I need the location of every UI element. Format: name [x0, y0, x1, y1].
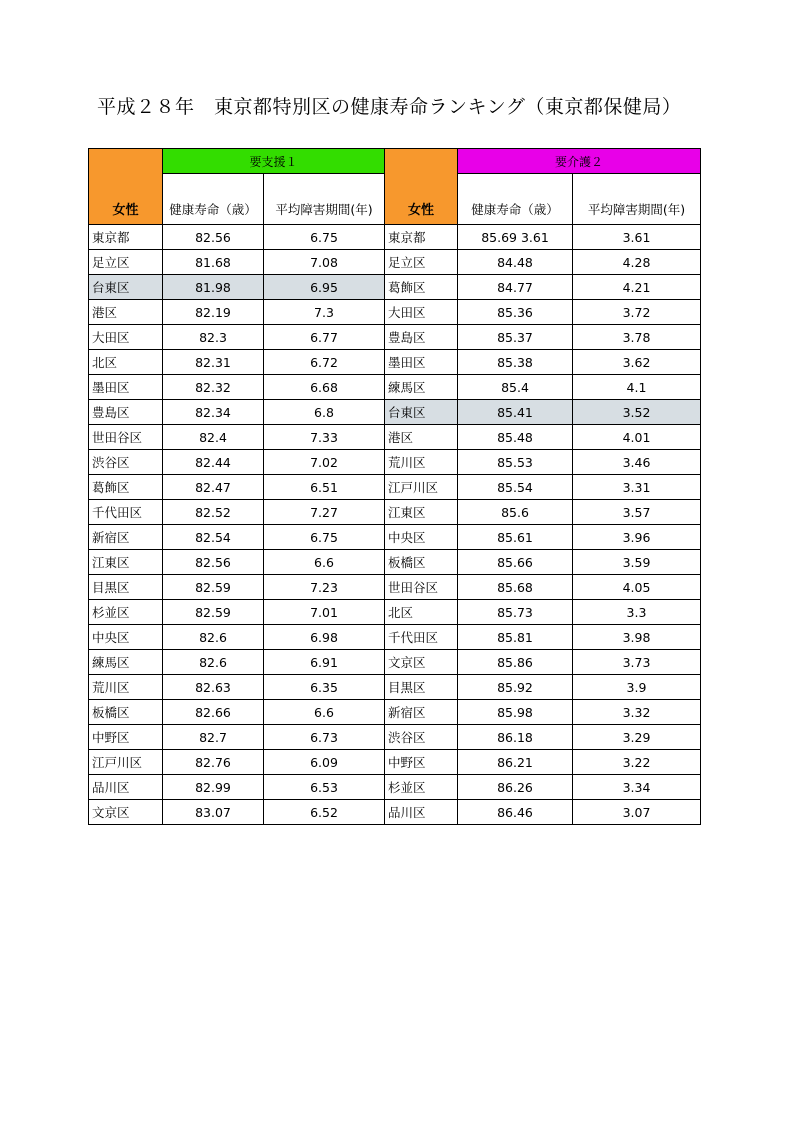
left-area-cell: 荒川区 — [89, 675, 163, 700]
left-area-cell: 新宿区 — [89, 525, 163, 550]
table-row — [89, 650, 701, 675]
right-area-cell: 大田区 — [385, 300, 458, 325]
right-period-cell: 3.07 — [573, 800, 701, 825]
left-life-cell: 83.07 — [163, 800, 264, 825]
right-area-cell: 江東区 — [385, 500, 458, 525]
right-area-cell: 千代田区 — [385, 625, 458, 650]
right-life-cell: 84.48 — [458, 250, 573, 275]
left-area-cell: 大田区 — [89, 325, 163, 350]
right-area-cell: 新宿区 — [385, 700, 458, 725]
table-row — [89, 275, 701, 300]
left-life-cell: 82.6 — [163, 625, 264, 650]
left-area-cell: 文京区 — [89, 800, 163, 825]
left-life-cell: 82.54 — [163, 525, 264, 550]
table-row — [89, 350, 701, 375]
left-area-cell: 北区 — [89, 350, 163, 375]
right-group-header: 要介護２ — [458, 149, 701, 174]
table-row — [89, 725, 701, 750]
right-period-cell: 3.72 — [573, 300, 701, 325]
table-row — [89, 600, 701, 625]
right-area-cell: 北区 — [385, 600, 458, 625]
table-row — [89, 450, 701, 475]
table-row — [89, 525, 701, 550]
left-period-cell: 7.23 — [264, 575, 385, 600]
table-row — [89, 550, 701, 575]
left-period-header: 平均障害期間(年) — [264, 174, 385, 225]
right-period-cell: 3.29 — [573, 725, 701, 750]
left-life-cell: 82.6 — [163, 650, 264, 675]
right-life-cell: 86.18 — [458, 725, 573, 750]
right-period-cell: 3.34 — [573, 775, 701, 800]
left-life-cell: 82.44 — [163, 450, 264, 475]
left-life-cell: 82.47 — [163, 475, 264, 500]
right-period-cell: 3.78 — [573, 325, 701, 350]
right-life-cell: 85.69 3.61 — [458, 225, 573, 250]
right-period-cell: 3.62 — [573, 350, 701, 375]
right-period-cell: 3.3 — [573, 600, 701, 625]
left-life-cell: 82.19 — [163, 300, 264, 325]
table-row — [89, 300, 701, 325]
table-row — [89, 325, 701, 350]
left-area-cell: 中野区 — [89, 725, 163, 750]
left-life-header: 健康寿命（歳） — [163, 174, 264, 225]
left-gender-header: 女性 — [89, 149, 163, 225]
table-row — [89, 700, 701, 725]
left-period-cell: 6.68 — [264, 375, 385, 400]
left-area-cell: 千代田区 — [89, 500, 163, 525]
right-life-cell: 85.41 — [458, 400, 573, 425]
right-life-cell: 85.6 — [458, 500, 573, 525]
right-period-cell: 3.31 — [573, 475, 701, 500]
right-period-cell: 4.01 — [573, 425, 701, 450]
right-period-header: 平均障害期間(年) — [573, 174, 701, 225]
left-period-cell: 7.3 — [264, 300, 385, 325]
left-area-cell: 杉並区 — [89, 600, 163, 625]
left-life-cell: 82.32 — [163, 375, 264, 400]
left-period-cell: 7.08 — [264, 250, 385, 275]
right-life-cell: 85.37 — [458, 325, 573, 350]
left-area-cell: 練馬区 — [89, 650, 163, 675]
table-row — [89, 675, 701, 700]
left-area-cell: 東京都 — [89, 225, 163, 250]
right-period-cell: 4.21 — [573, 275, 701, 300]
left-period-cell: 7.02 — [264, 450, 385, 475]
right-life-cell: 85.48 — [458, 425, 573, 450]
left-period-cell: 6.75 — [264, 525, 385, 550]
left-period-cell: 6.75 — [264, 225, 385, 250]
left-period-cell: 6.52 — [264, 800, 385, 825]
right-life-cell: 85.81 — [458, 625, 573, 650]
right-period-cell: 3.61 — [573, 225, 701, 250]
right-area-cell: 江戸川区 — [385, 475, 458, 500]
left-area-cell: 墨田区 — [89, 375, 163, 400]
left-life-cell: 81.68 — [163, 250, 264, 275]
right-area-cell: 港区 — [385, 425, 458, 450]
right-gender-header: 女性 — [385, 149, 458, 225]
right-area-cell: 文京区 — [385, 650, 458, 675]
right-period-cell: 3.73 — [573, 650, 701, 675]
left-life-cell: 82.3 — [163, 325, 264, 350]
left-period-cell: 6.77 — [264, 325, 385, 350]
left-area-cell: 台東区 — [89, 275, 163, 300]
right-area-cell: 中央区 — [385, 525, 458, 550]
left-area-cell: 世田谷区 — [89, 425, 163, 450]
left-period-cell: 6.51 — [264, 475, 385, 500]
right-period-cell: 4.05 — [573, 575, 701, 600]
table-row — [89, 800, 701, 825]
right-life-cell: 85.61 — [458, 525, 573, 550]
right-period-cell: 3.46 — [573, 450, 701, 475]
left-life-cell: 82.4 — [163, 425, 264, 450]
right-area-cell: 葛飾区 — [385, 275, 458, 300]
right-area-cell: 豊島区 — [385, 325, 458, 350]
left-life-cell: 82.56 — [163, 225, 264, 250]
table-row — [89, 750, 701, 775]
left-life-cell: 82.7 — [163, 725, 264, 750]
table-row — [89, 475, 701, 500]
right-area-cell: 東京都 — [385, 225, 458, 250]
page-title: 平成２８年 東京都特別区の健康寿命ランキング（東京都保健局） — [97, 96, 682, 118]
right-life-cell: 85.92 — [458, 675, 573, 700]
left-period-cell: 7.01 — [264, 600, 385, 625]
right-period-cell: 3.57 — [573, 500, 701, 525]
left-period-cell: 6.35 — [264, 675, 385, 700]
right-life-cell: 84.77 — [458, 275, 573, 300]
left-period-cell: 6.53 — [264, 775, 385, 800]
left-area-cell: 江東区 — [89, 550, 163, 575]
table-row — [89, 575, 701, 600]
ranking-table — [88, 148, 701, 825]
left-period-cell: 6.6 — [264, 700, 385, 725]
right-life-cell: 85.54 — [458, 475, 573, 500]
right-area-cell: 台東区 — [385, 400, 458, 425]
right-area-cell: 目黒区 — [385, 675, 458, 700]
right-life-cell: 85.38 — [458, 350, 573, 375]
left-period-cell: 6.73 — [264, 725, 385, 750]
right-life-header: 健康寿命（歳） — [458, 174, 573, 225]
right-area-cell: 足立区 — [385, 250, 458, 275]
right-life-cell: 86.46 — [458, 800, 573, 825]
right-life-cell: 85.4 — [458, 375, 573, 400]
left-group-header: 要支援１ — [163, 149, 385, 174]
left-area-cell: 目黒区 — [89, 575, 163, 600]
right-life-cell: 85.53 — [458, 450, 573, 475]
left-period-cell: 6.8 — [264, 400, 385, 425]
right-period-cell: 3.32 — [573, 700, 701, 725]
left-life-cell: 82.59 — [163, 575, 264, 600]
right-area-cell: 杉並区 — [385, 775, 458, 800]
right-period-cell: 3.52 — [573, 400, 701, 425]
right-life-cell: 85.66 — [458, 550, 573, 575]
right-life-cell: 85.36 — [458, 300, 573, 325]
left-life-cell: 82.66 — [163, 700, 264, 725]
right-area-cell: 墨田区 — [385, 350, 458, 375]
right-area-cell: 板橋区 — [385, 550, 458, 575]
right-area-cell: 中野区 — [385, 750, 458, 775]
left-period-cell: 6.91 — [264, 650, 385, 675]
left-area-cell: 足立区 — [89, 250, 163, 275]
right-period-cell: 4.1 — [573, 375, 701, 400]
left-area-cell: 港区 — [89, 300, 163, 325]
right-area-cell: 世田谷区 — [385, 575, 458, 600]
table-row — [89, 225, 701, 250]
right-life-cell: 85.98 — [458, 700, 573, 725]
left-life-cell: 82.76 — [163, 750, 264, 775]
table-row — [89, 425, 701, 450]
left-period-cell: 6.09 — [264, 750, 385, 775]
right-period-cell: 3.96 — [573, 525, 701, 550]
left-area-cell: 渋谷区 — [89, 450, 163, 475]
left-period-cell: 6.72 — [264, 350, 385, 375]
right-life-cell: 86.26 — [458, 775, 573, 800]
left-life-cell: 82.99 — [163, 775, 264, 800]
right-life-cell: 85.73 — [458, 600, 573, 625]
right-life-cell: 85.86 — [458, 650, 573, 675]
table-row — [89, 250, 701, 275]
right-area-cell: 品川区 — [385, 800, 458, 825]
left-life-cell: 82.56 — [163, 550, 264, 575]
left-life-cell: 82.31 — [163, 350, 264, 375]
left-area-cell: 品川区 — [89, 775, 163, 800]
table-row — [89, 375, 701, 400]
left-life-cell: 82.59 — [163, 600, 264, 625]
left-life-cell: 81.98 — [163, 275, 264, 300]
table-row — [89, 775, 701, 800]
right-period-cell: 3.22 — [573, 750, 701, 775]
table-row — [89, 400, 701, 425]
right-period-cell: 3.9 — [573, 675, 701, 700]
right-area-cell: 練馬区 — [385, 375, 458, 400]
left-area-cell: 葛飾区 — [89, 475, 163, 500]
right-life-cell: 85.68 — [458, 575, 573, 600]
right-period-cell: 3.59 — [573, 550, 701, 575]
left-area-cell: 江戸川区 — [89, 750, 163, 775]
left-life-cell: 82.34 — [163, 400, 264, 425]
table-row — [89, 500, 701, 525]
left-area-cell: 板橋区 — [89, 700, 163, 725]
right-area-cell: 渋谷区 — [385, 725, 458, 750]
left-period-cell: 6.6 — [264, 550, 385, 575]
left-life-cell: 82.52 — [163, 500, 264, 525]
left-area-cell: 豊島区 — [89, 400, 163, 425]
left-period-cell: 7.33 — [264, 425, 385, 450]
left-period-cell: 6.95 — [264, 275, 385, 300]
right-life-cell: 86.21 — [458, 750, 573, 775]
left-period-cell: 7.27 — [264, 500, 385, 525]
left-period-cell: 6.98 — [264, 625, 385, 650]
left-area-cell: 中央区 — [89, 625, 163, 650]
right-period-cell: 3.98 — [573, 625, 701, 650]
right-area-cell: 荒川区 — [385, 450, 458, 475]
right-period-cell: 4.28 — [573, 250, 701, 275]
left-life-cell: 82.63 — [163, 675, 264, 700]
table-row — [89, 625, 701, 650]
